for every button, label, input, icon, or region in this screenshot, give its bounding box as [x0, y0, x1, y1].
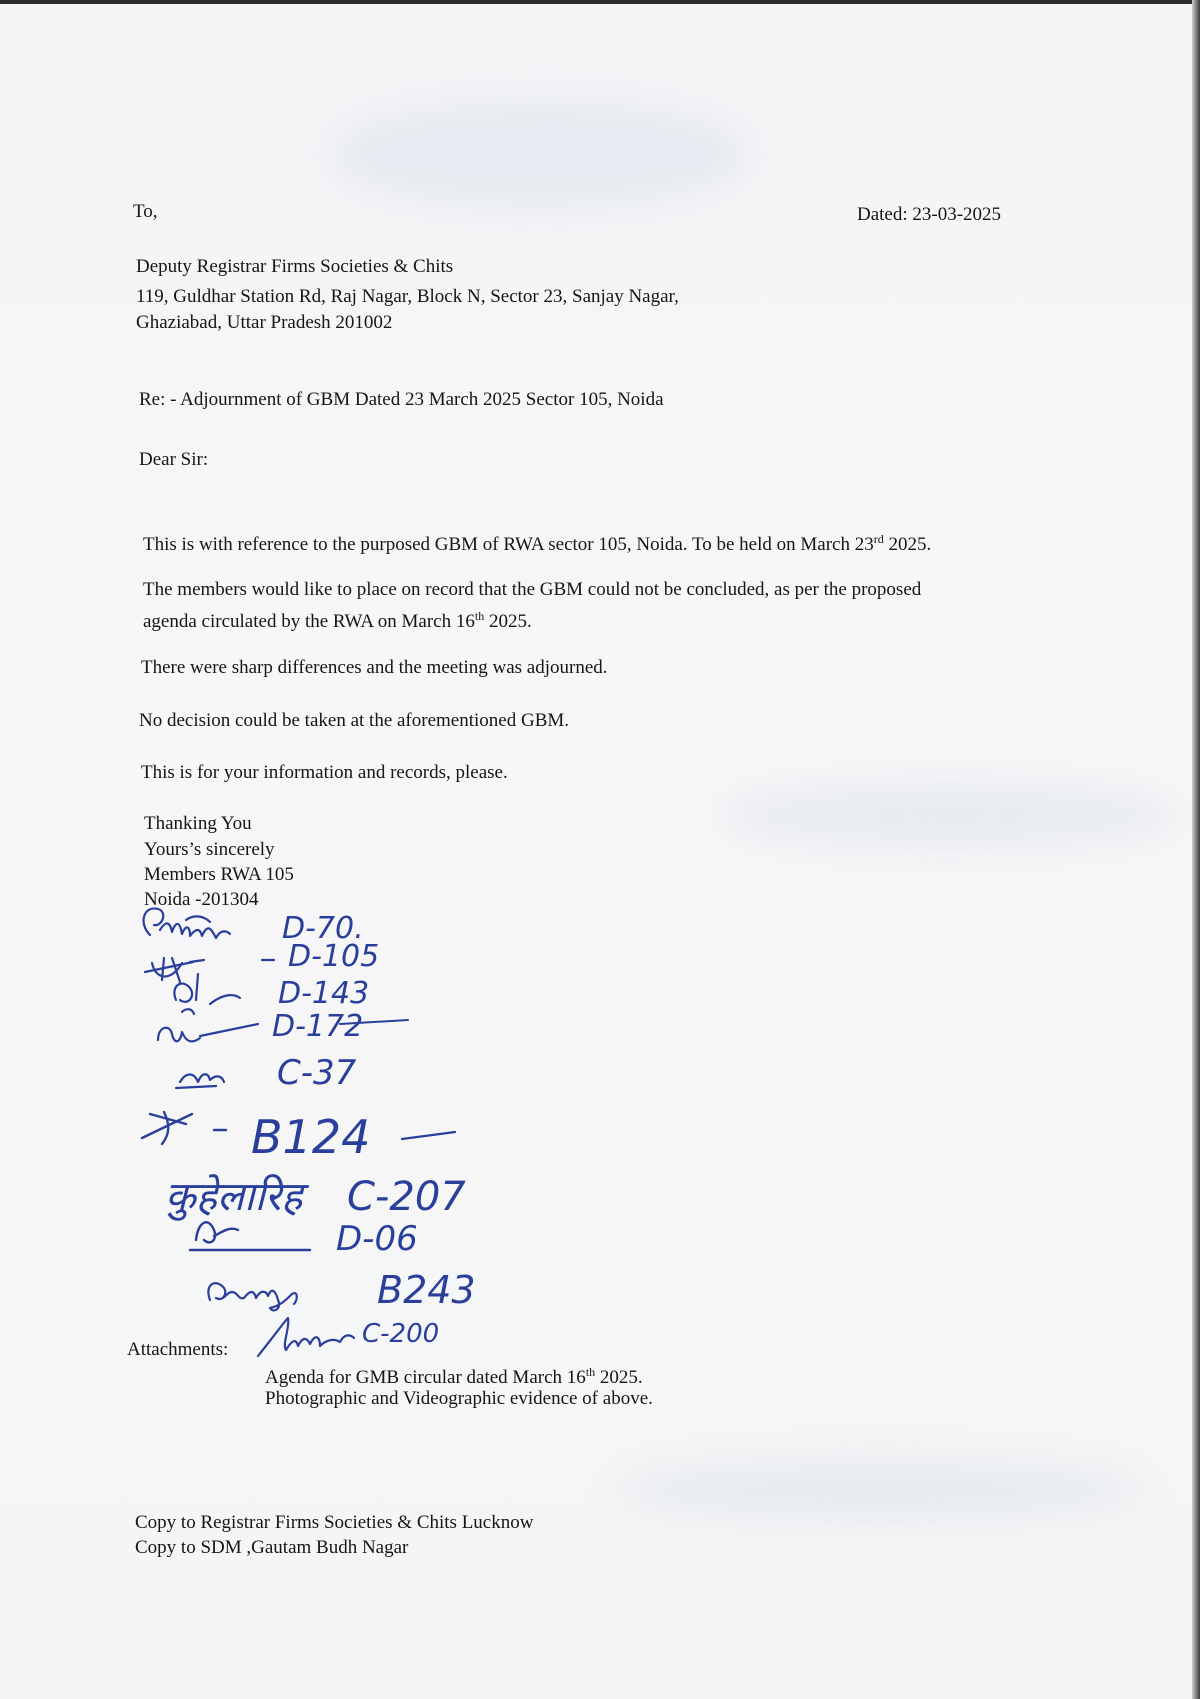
date-line: Dated: 23-03-2025 [857, 204, 1002, 225]
signature-row-5 [176, 1053, 357, 1093]
to-line: To, [133, 201, 158, 222]
subject-line: Re: - Adjournment of GBM Dated 23 March 2025 Sector 105, Noida [139, 389, 664, 410]
signature-row-6 [142, 1110, 455, 1164]
paragraph-record-line-2: agenda circulated by the RWA on March 16th 2025. [143, 609, 532, 632]
signature-row-4 [158, 1009, 408, 1044]
closing-noida: Noida -201304 [144, 889, 259, 910]
paragraph-differences: There were sharp differences and the meeting was adjourned. [141, 657, 608, 678]
signature-flat: D-06 [336, 1219, 418, 1259]
address-line-2: 119, Guldhar Station Rd, Raj Nagar, Block N, Sector 23, Sanjay Nagar, [136, 286, 679, 307]
attachment-evidence: Photographic and Videographic evidence of above. [265, 1388, 653, 1409]
paper-smudge [720, 780, 1180, 850]
signature-row-10 [258, 1318, 439, 1356]
signature-row-1 [144, 908, 364, 946]
closing-thanking: Thanking You [144, 813, 252, 834]
signature-flat: D-172 [272, 1009, 364, 1044]
paragraph-no-decision: No decision could be taken at the aforementioned GBM. [139, 710, 570, 731]
closing-sincerely: Yours’s sincerely [144, 839, 275, 860]
paragraph-information: This is for your information and records, please. [141, 762, 508, 783]
paragraph-record-line-1: The members would like to place on record that the GBM could not be concluded, as per the proposed [143, 579, 922, 600]
signature-flat: C-200 [362, 1319, 440, 1349]
signature-row-8 [190, 1219, 418, 1259]
paper-smudge [330, 100, 750, 210]
scan-edge-top [0, 0, 1200, 4]
paper-smudge [620, 1460, 1140, 1520]
copy-line-registrar: Copy to Registrar Firms Societies & Chits Lucknow [135, 1512, 534, 1533]
signature-row-2 [145, 939, 379, 982]
signature-flat: C-37 [277, 1053, 357, 1093]
closing-members: Members RWA 105 [144, 864, 294, 885]
signature-name: कुहेलारिह [165, 1174, 303, 1220]
attachments-label: Attachments: [127, 1339, 229, 1360]
address-line-1: Deputy Registrar Firms Societies & Chits [136, 256, 454, 277]
paragraph-reference: This is with reference to the purposed GBM of RWA sector 105, Noida. To be held on March 23rd 2025. [143, 532, 932, 555]
signature-flat: D-70. [282, 911, 364, 946]
copy-line-sdm: Copy to SDM ,Gautam Budh Nagar [135, 1537, 409, 1558]
address-line-3: Ghaziabad, Uttar Pradesh 201002 [136, 312, 393, 333]
attachment-agenda: Agenda for GMB circular dated March 16th 2025. [265, 1365, 643, 1388]
scan-edge-right [1192, 0, 1200, 1699]
signature-flat: D-105 [288, 939, 380, 974]
signature-row-9 [208, 1268, 475, 1312]
salutation: Dear Sir: [139, 449, 209, 470]
signature-flat: B243 [377, 1268, 476, 1312]
signature-flat: D-143 [278, 976, 370, 1011]
signature-row-3 [174, 974, 369, 1014]
signature-flat: C-207 [347, 1174, 466, 1220]
signature-row-7 [165, 1174, 466, 1221]
signature-flat: B124 [251, 1110, 371, 1164]
